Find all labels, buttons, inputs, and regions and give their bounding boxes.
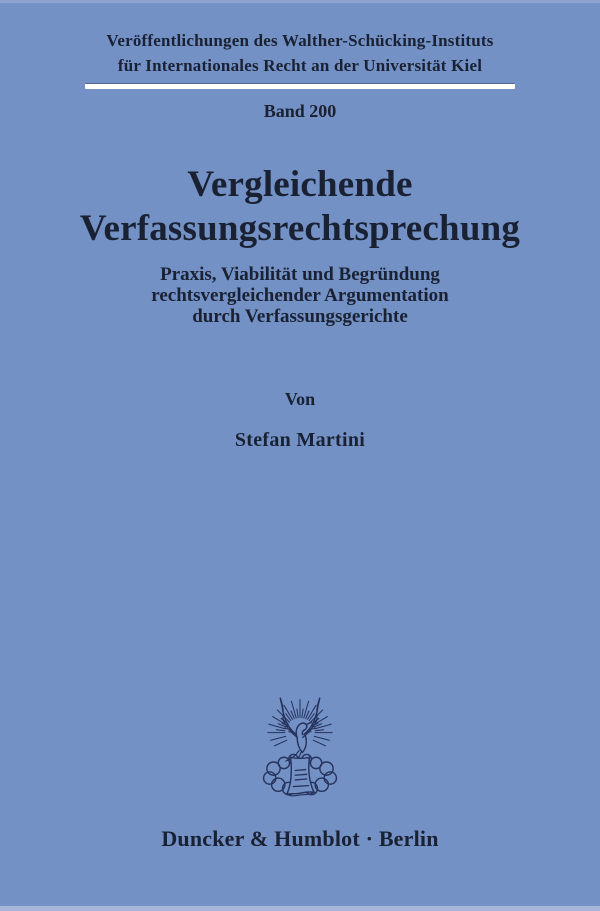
publisher-imprint: Duncker & Humblot · Berlin [161, 826, 439, 851]
cover-bottom-edge [0, 906, 600, 911]
publisher-phoenix-emblem-icon [256, 691, 344, 797]
book-subtitle-line-2: rechtsvergleichender Argumentation [151, 285, 449, 306]
book-subtitle-line-1: Praxis, Viabilität und Begründung [160, 264, 440, 285]
book-title-line-1: Vergleichende [187, 164, 413, 205]
volume-number: Band 200 [263, 101, 337, 121]
cover-top-edge [0, 0, 600, 3]
series-line-2: für Internationales Recht an der Universität Kiel [117, 56, 483, 75]
byline: Von [284, 389, 316, 409]
book-title-line-2: Verfassungsrechtsprechung [79, 208, 521, 249]
series-line-1: Veröffentlichungen des Walther-Schücking-Instituts [106, 31, 494, 50]
author-name: Stefan Martini [234, 429, 366, 451]
book-subtitle [0, 264, 600, 327]
book-title [0, 163, 600, 251]
book-subtitle-line-3: durch Verfassungsgerichte [192, 306, 408, 327]
series-title [0, 28, 600, 78]
divider-rule [85, 83, 515, 89]
